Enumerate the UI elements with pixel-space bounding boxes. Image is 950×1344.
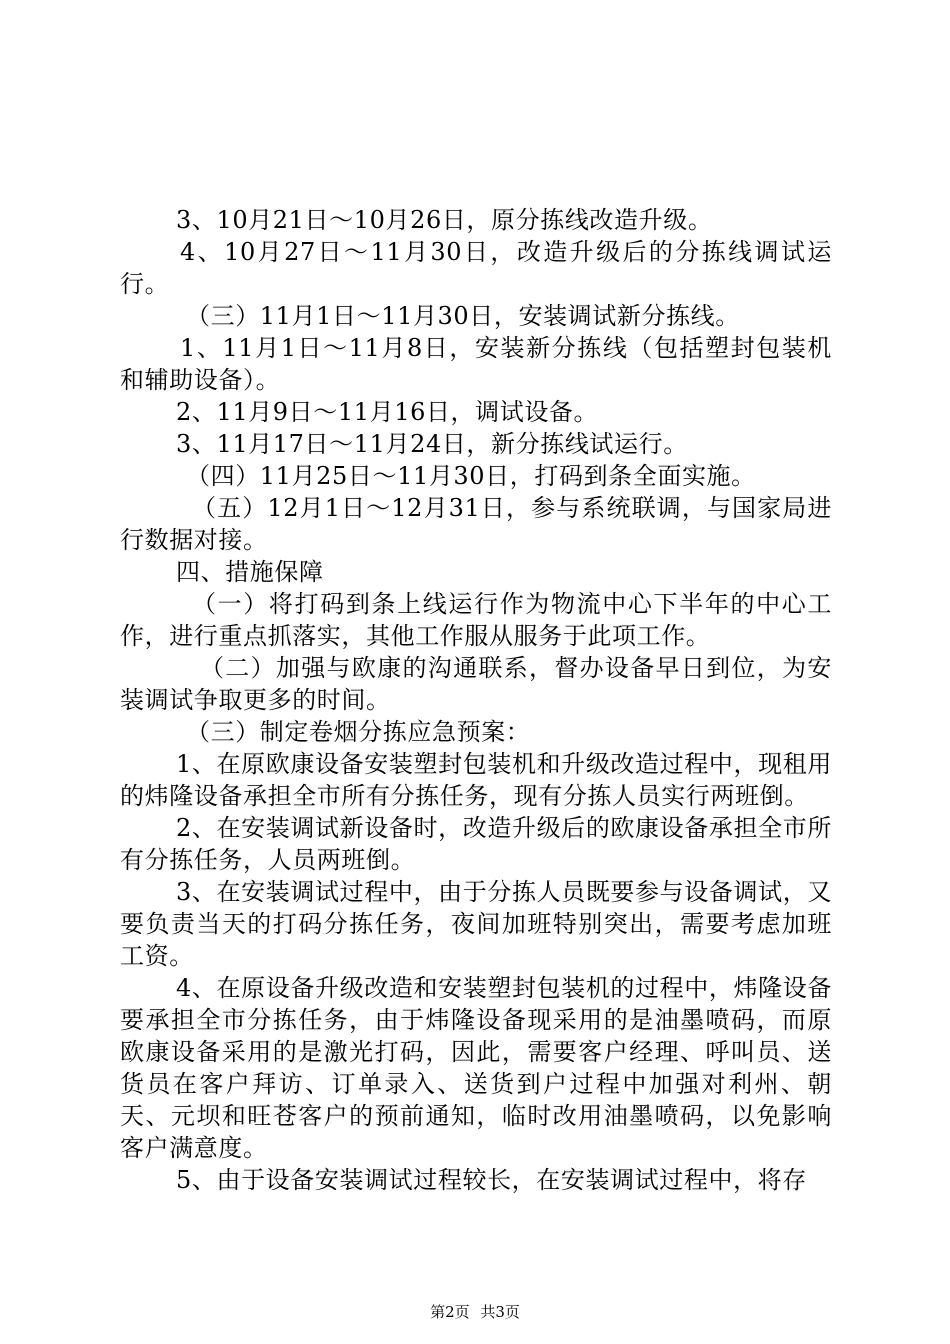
page-footer (0, 1302, 950, 1322)
section-heading: 四、措施保障 (176, 558, 324, 586)
paragraph: （三）制定卷烟分拣应急预案： (186, 718, 531, 746)
document-body (120, 204, 832, 1196)
paragraph: 3、在安装调试过程中，由于分拣人员既要参与设备调试，又要负责当天的打码分拣任务，夜间加班特别突出，需要考虑加班工资。 (120, 878, 832, 970)
paragraph: 1、11月1日～11月8日，安装新分拣线（包括塑封包装机和辅助设备）。 (120, 334, 832, 394)
paragraph: （一）将打码到条上线运行作为物流中心下半年的中心工作，进行重点抓落实，其他工作服从服务于此项工作。 (120, 590, 832, 650)
paragraph: 3、10月21日～10月26日，原分拣线改造升级。 (176, 206, 713, 234)
paragraph: （三）11月1日～11月30日，安装调试新分拣线。 (186, 302, 740, 330)
page-total: 共3页 (480, 1303, 520, 1321)
paragraph: 3、11月17日～11月24日，新分拣线试运行。 (176, 430, 688, 458)
paragraph: （五）12月1日～12月31日，参与系统联调，与国家局进行数据对接。 (120, 494, 832, 554)
paragraph: （二）加强与欧康的沟通联系，督办设备早日到位，为安装调试争取更多的时间。 (120, 654, 832, 714)
page-number: 第2页 (430, 1303, 470, 1321)
paragraph: 5、由于设备安装调试过程较长，在安装调试过程中，将存 (176, 1166, 807, 1194)
paragraph: 1、在原欧康设备安装塑封包装机和升级改造过程中，现租用的炜隆设备承担全市所有分拣任务，现有分拣人员实行两班倒。 (120, 750, 832, 810)
paragraph: 4、在原设备升级改造和安装塑封包装机的过程中，炜隆设备要承担全市分拣任务，由于炜隆设备现采用的是油墨喷码，而原欧康设备采用的是激光打码，因此，需要客户经理、呼叫员、送货员在客户拜访、订单录入、送货到户过程中加强对利州、朝天、元坝和旺苍客户的预前通知，临时改用油墨喷码，以免影响客户满意度。 (120, 974, 832, 1162)
paragraph: （四）11月25日～11月30日，打码到条全面实施。 (186, 462, 756, 490)
paragraph: 2、11月9日～11月16日，调试设备。 (176, 398, 599, 426)
paragraph: 2、在安装调试新设备时，改造升级后的欧康设备承担全市所有分拣任务，人员两班倒。 (120, 814, 832, 874)
paragraph: 4、10月27日～11月30日，改造升级后的分拣线调试运行。 (120, 238, 832, 298)
